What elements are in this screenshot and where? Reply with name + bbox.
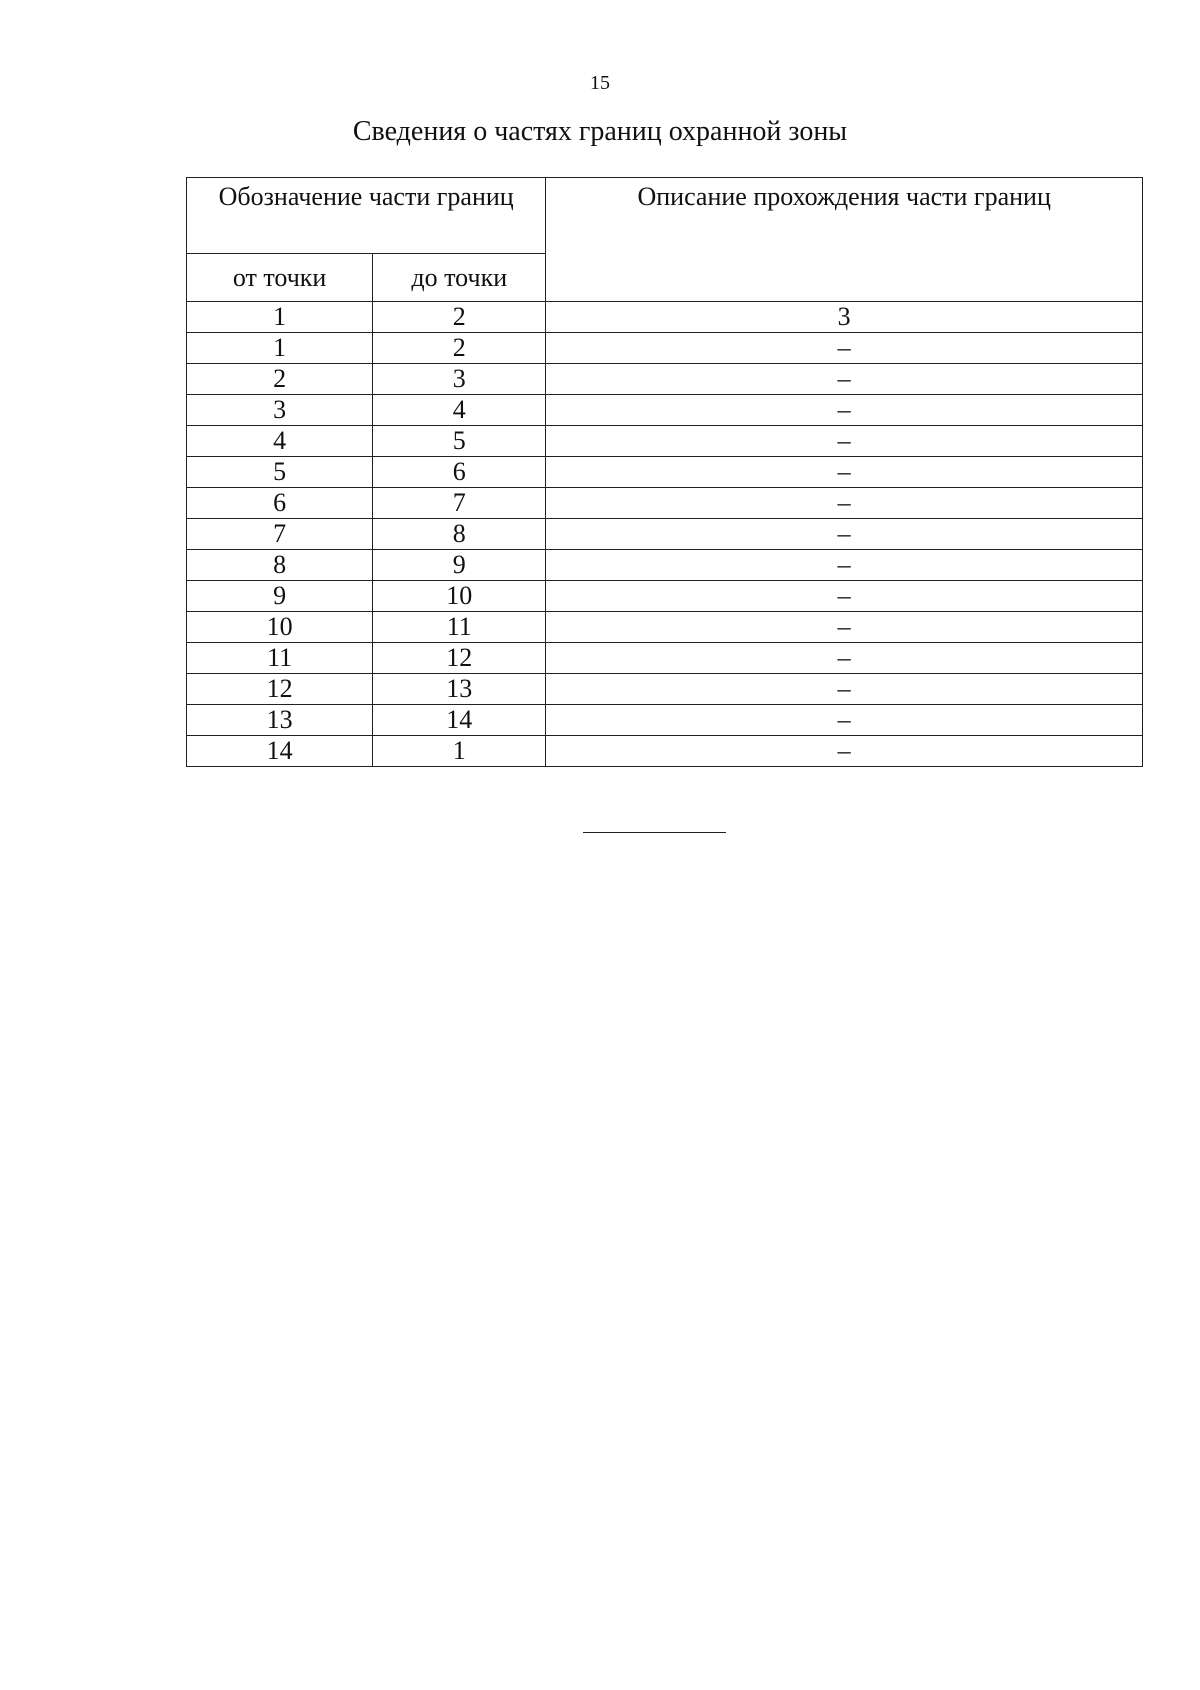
table-row (187, 395, 1143, 426)
table-row (187, 488, 1143, 519)
cell-to-point: 6 (373, 457, 546, 488)
cell-description: – (546, 674, 1143, 705)
cell-to-point: 9 (373, 550, 546, 581)
header-to-point: до точки (373, 254, 546, 302)
cell-from-point: 7 (187, 519, 373, 550)
cell-to-point: 7 (373, 488, 546, 519)
cell-to-point: 5 (373, 426, 546, 457)
cell-description: – (546, 581, 1143, 612)
cell-description: – (546, 705, 1143, 736)
cell-from-point: 2 (187, 364, 373, 395)
cell-description: – (546, 488, 1143, 519)
column-index-cell: 2 (373, 302, 546, 333)
cell-description: – (546, 736, 1143, 767)
cell-from-point: 3 (187, 395, 373, 426)
cell-to-point: 8 (373, 519, 546, 550)
cell-description: – (546, 643, 1143, 674)
table-row (187, 612, 1143, 643)
table-row (187, 550, 1143, 581)
page-number: 15 (590, 72, 610, 94)
table-row (187, 736, 1143, 767)
cell-description: – (546, 612, 1143, 643)
table-row (187, 364, 1143, 395)
table-row (187, 333, 1143, 364)
cell-to-point: 10 (373, 581, 546, 612)
cell-from-point: 8 (187, 550, 373, 581)
cell-to-point: 14 (373, 705, 546, 736)
cell-to-point: 1 (373, 736, 546, 767)
cell-description: – (546, 426, 1143, 457)
table-row (187, 519, 1143, 550)
closing-divider (583, 832, 726, 833)
table-row (187, 457, 1143, 488)
header-boundary-description: Описание прохождения части границ (546, 178, 1143, 302)
table-body (187, 302, 1143, 767)
column-index-cell: 3 (546, 302, 1143, 333)
cell-to-point: 4 (373, 395, 546, 426)
cell-from-point: 9 (187, 581, 373, 612)
cell-from-point: 6 (187, 488, 373, 519)
table-row (187, 705, 1143, 736)
cell-description: – (546, 550, 1143, 581)
header-from-point: от точки (187, 254, 373, 302)
boundary-parts-table (186, 177, 1143, 767)
cell-description: – (546, 519, 1143, 550)
table-header-row (187, 178, 1143, 254)
cell-from-point: 11 (187, 643, 373, 674)
cell-description: – (546, 457, 1143, 488)
cell-description: – (546, 395, 1143, 426)
cell-from-point: 14 (187, 736, 373, 767)
cell-from-point: 4 (187, 426, 373, 457)
cell-from-point: 10 (187, 612, 373, 643)
cell-description: – (546, 333, 1143, 364)
column-index-cell: 1 (187, 302, 373, 333)
table-row (187, 674, 1143, 705)
header-boundary-part-designation: Обозначение части границ (187, 178, 546, 254)
cell-to-point: 11 (373, 612, 546, 643)
cell-from-point: 1 (187, 333, 373, 364)
table-row (187, 643, 1143, 674)
table-row (187, 581, 1143, 612)
column-index-row (187, 302, 1143, 333)
cell-description: – (546, 364, 1143, 395)
cell-from-point: 12 (187, 674, 373, 705)
table-row (187, 426, 1143, 457)
cell-to-point: 12 (373, 643, 546, 674)
cell-to-point: 13 (373, 674, 546, 705)
cell-from-point: 13 (187, 705, 373, 736)
cell-to-point: 3 (373, 364, 546, 395)
cell-to-point: 2 (373, 333, 546, 364)
document-title: Сведения о частях границ охранной зоны (352, 116, 848, 147)
cell-from-point: 5 (187, 457, 373, 488)
